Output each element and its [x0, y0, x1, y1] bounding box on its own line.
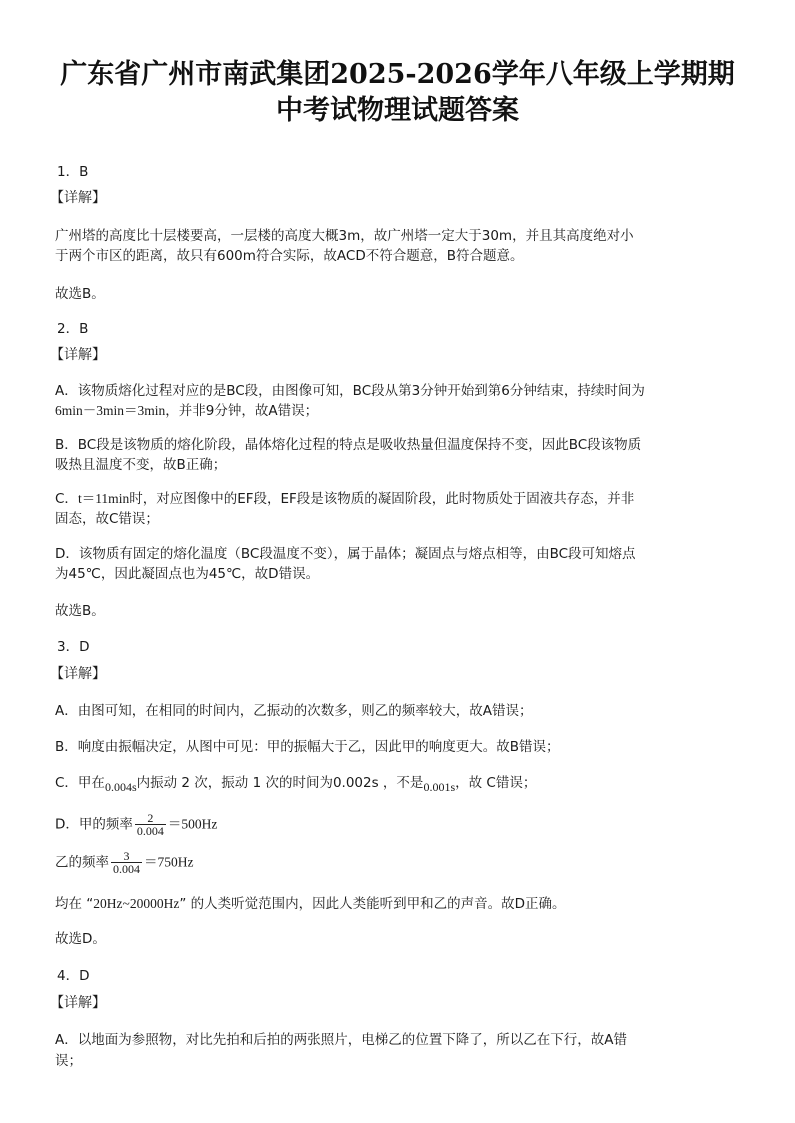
q3-e-prefix: 乙的频率 — [55, 854, 109, 871]
q3-option-a: A．由图可知，在相同的时间内，乙振动的次数多，则乙的频率较大，故A错误； — [55, 703, 533, 719]
q2-option-d-line-1: D．该物质有固定的熔化温度（BC段温度不变），属于晶体；凝固点与熔点相等，由BC段可知熔点 — [55, 546, 636, 562]
q2-number: 2．B — [57, 321, 89, 337]
q3-f-post: ” 的人类听觉范围内，因此人类能听到甲和乙的声音。故D正确。 — [179, 896, 566, 912]
q3-f-range: 20Hz~20000Hz — [93, 896, 180, 911]
q2-option-a-line-2 — [55, 402, 755, 420]
q1-paragraph-line-2: 于两个市区的距离，故只有600m符合实际，故ACD不符合题意，B符合题意。 — [55, 248, 524, 264]
q3-e-numerator: 3 — [111, 850, 142, 863]
q3-e-denominator: 0.004 — [113, 862, 140, 876]
q3-c-time-2: 0.001s — [423, 780, 456, 794]
q3-detail-heading: 【详解】 — [50, 666, 106, 682]
q3-c-time-1: 0.004s — [104, 780, 137, 794]
q3-conclusion: 故选D。 — [55, 931, 106, 947]
q3-d-prefix: D．甲的频率 — [55, 816, 133, 833]
q2-a-expression: 6min－3min＝3min — [55, 403, 166, 418]
q3-option-b: B．响度由振幅决定，从图中可见：甲的振幅大于乙，因此甲的响度更大。故B错误； — [55, 739, 560, 755]
q2-option-b-line-1: B．BC段是该物质的熔化阶段，晶体熔化过程的特点是吸收热量但温度保持不变，因此BC段该物质 — [55, 437, 642, 453]
q4-number: 4．D — [57, 968, 90, 984]
q3-number: 3．D — [57, 639, 90, 655]
q3-yi-frequency — [55, 850, 755, 875]
q3-d-fraction — [135, 812, 166, 837]
q2-detail-heading: 【详解】 — [50, 347, 106, 363]
q2-a-rest: ，并非9分钟，故A错误； — [165, 403, 319, 419]
q3-option-c — [55, 774, 755, 792]
q3-e-fraction — [111, 850, 142, 875]
q2-option-c-line-2: 固态，故C错误； — [55, 511, 159, 527]
q3-f-prefix: 均在 “ — [55, 896, 94, 912]
q3-e-result: ＝750Hz — [144, 854, 194, 870]
document-title-line-1: 广东省广州市南武集团2025-2026学年八年级上学期期 — [60, 59, 735, 90]
q2-option-c-line-1 — [55, 490, 755, 508]
q2-c-expression: t＝11min — [77, 491, 130, 506]
q1-detail-heading: 【详解】 — [50, 190, 106, 206]
q2-c-rest: 时，对应图像中的EF段，EF段是该物质的凝固阶段，此时物质处于固液共存态，并非 — [129, 491, 635, 507]
q1-conclusion: 故选B。 — [55, 286, 105, 302]
q3-c-middle: 内振动 2 次，振动 1 次的时间为0.002s ，不是 — [136, 775, 424, 791]
q3-d-numerator: 2 — [135, 812, 166, 825]
q2-conclusion: 故选B。 — [55, 603, 105, 619]
q2-option-b-line-2: 吸热且温度不变，故B正确； — [55, 457, 227, 473]
document-title-line-2: 中考试物理试题答案 — [276, 95, 519, 126]
q3-option-d — [55, 812, 755, 837]
q2-option-a-line-1: A．该物质熔化过程对应的是BC段，由图像可知，BC段从第3分钟开始到第6分钟结束，持续时间为 — [55, 383, 645, 399]
q2-option-d-line-2: 为45℃，因此凝固点也为45℃，故D错误。 — [55, 566, 320, 582]
q4-option-a-line-2: 误； — [55, 1053, 82, 1069]
q2-c-prefix: C． — [55, 491, 78, 507]
q3-hearing-range — [55, 895, 755, 913]
q4-option-a-line-1: A．以地面为参照物，对比先拍和后拍的两张照片，电梯乙的位置下降了，所以乙在下行，故A错 — [55, 1032, 627, 1048]
q3-d-result: ＝500Hz — [167, 816, 218, 832]
q3-d-denominator: 0.004 — [136, 824, 164, 838]
q3-c-prefix: C．甲在 — [55, 775, 105, 791]
q4-detail-heading: 【详解】 — [50, 995, 106, 1011]
q3-c-end: ，故 C错误； — [455, 775, 537, 791]
q1-paragraph-line-1: 广州塔的高度比十层楼要高，一层楼的高度大概3m，故广州塔一定大于30m，并且其高度绝对小 — [55, 228, 634, 244]
q1-number: 1．B — [57, 164, 89, 180]
